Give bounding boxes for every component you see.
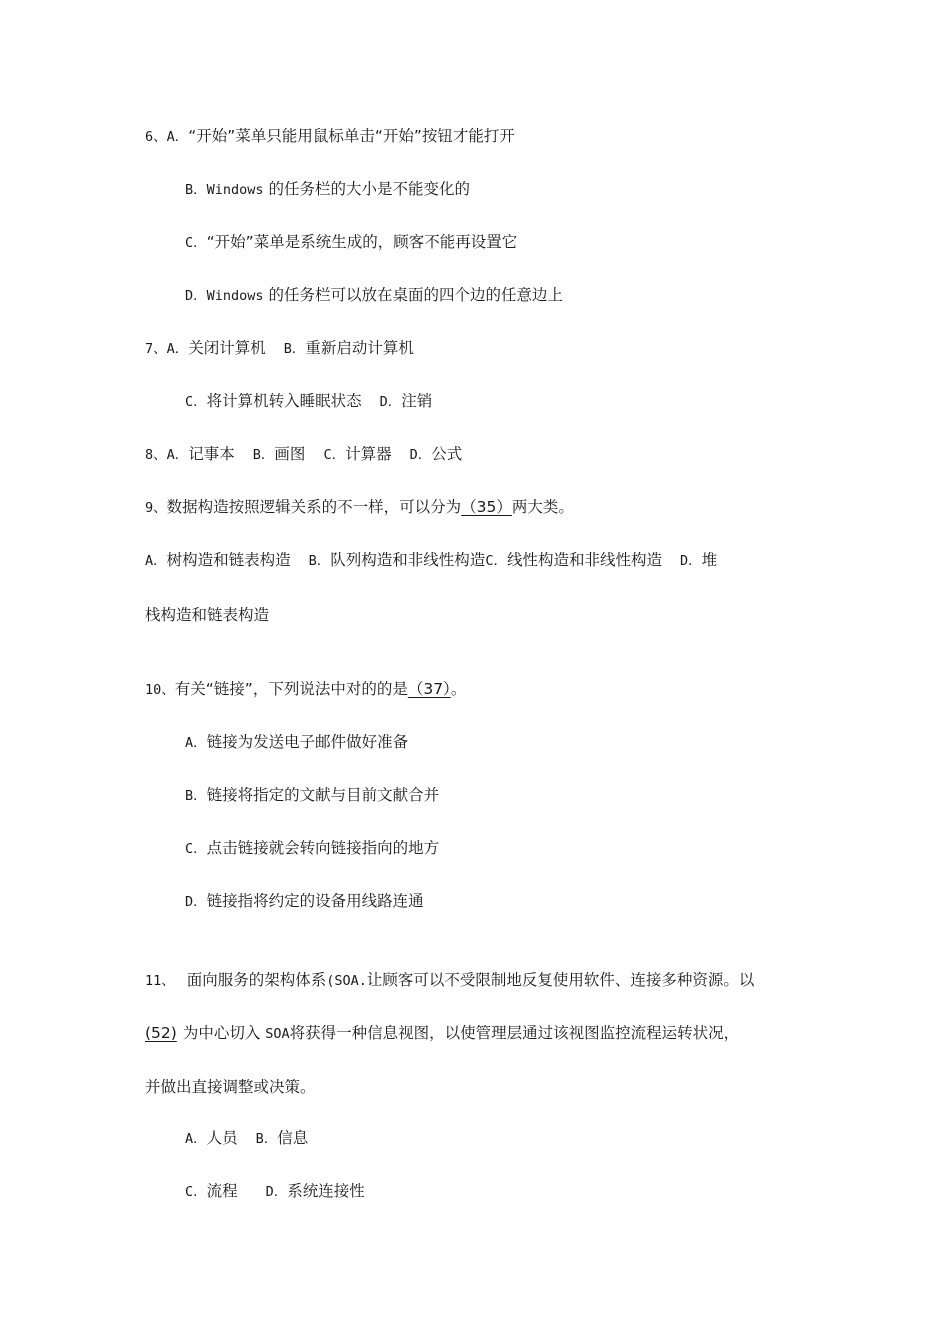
q9-option-b: 队列构造和非线性构造 [330,551,486,569]
q10-option-c: 点击链接就会转向链接指向的地方 [206,839,440,857]
q9-letter-b: B． [308,553,331,569]
q9-option-d: 堆 [701,551,718,569]
q10-number: 10、 [145,682,175,698]
q8-letter-b: B． [252,447,275,463]
q7-number: 7、A． [145,341,189,357]
q9-letter-c: C． [485,553,507,569]
q10-stem-end: 。 [450,680,467,698]
q9-blank: （35） [461,498,512,516]
q6-letter-d: D． [185,288,207,304]
q11-stem-part2b: 将获得一种信息视图，以使管理层通过该视图监控流程运转状况， [289,1024,740,1042]
q11-soa-1: (SOA. [326,973,367,989]
q9-letter-d: D． [679,553,702,569]
q11-stem-line1 [145,970,754,991]
q8-letter-c: C． [323,447,346,463]
q11-stem-part3: 并做出直接调整或决策。 [145,1078,316,1096]
q10-letter-b: B． [185,788,207,804]
q7-line-cd [185,391,432,412]
q10-letter-c: C． [185,841,207,857]
q6-b-windows: Windows [206,182,264,198]
q11-line-ab [185,1128,308,1149]
q7-option-b: 重新启动计算机 [305,339,414,357]
q11-soa-2: SOA [265,1026,290,1042]
q10-option-d: 链接指将约定的设备用线路连通 [206,892,424,910]
q10-stem-text: 有关“链接”，下列说法中对的的是 [174,680,408,698]
q8-option-a: 记事本 [188,445,235,463]
q11-number: 11、 [145,973,175,989]
q11-stem-part1b: 让顾客可以不受限制地反复使用软件、连接多种资源。以 [366,971,755,989]
q6-option-a: “开始”菜单只能用鼠标单击“开始”按钮才能打开 [188,127,515,145]
q11-stem-part2: 为中心切入 [182,1024,261,1042]
q10-blank: （37） [407,680,451,698]
q11-letter-b: B． [255,1131,278,1147]
q11-line-cd [185,1181,365,1202]
q10-option-a: 链接为发送电子邮件做好准备 [206,733,409,751]
q7-option-d: 注销 [401,392,433,410]
q9-letter-a: A． [145,553,167,569]
q6-option-b: 的任务栏的大小是不能变化的 [268,180,470,198]
q10-letter-a: A． [185,735,207,751]
q9-option-a: 树构造和链表构造 [166,551,291,569]
q9-option-c: 线性构造和非线性构造 [506,551,662,569]
q9-stem [145,497,574,518]
q11-blank: (52) [145,1024,177,1042]
q6-letter-b: B． [185,182,207,198]
q7-option-c: 将计算机转入睡眠状态 [206,392,362,410]
q6-line-c [185,232,517,253]
q8-option-b: 画图 [274,445,306,463]
q11-letter-a: A． [185,1131,207,1147]
q6-line-b [185,179,470,200]
q7-letter-b: B． [283,341,306,357]
q9-number: 9、 [145,500,167,516]
q11-stem-part1: 面向服务的架构体系 [186,971,327,989]
q10-line-d [185,891,424,912]
q6-number: 6、A． [145,129,189,145]
q6-option-c: “开始”菜单是系统生成的，顾客不能再设置它 [206,233,518,251]
q6-line-a [145,126,515,147]
q11-option-b: 信息 [277,1129,309,1147]
q10-line-b [185,785,439,806]
q6-option-d: 的任务栏可以放在桌面的四个边的任意边上 [268,286,563,304]
q11-letter-c: C． [185,1184,207,1200]
q8-option-d: 公式 [431,445,463,463]
q11-stem-line3 [145,1077,316,1097]
q11-option-c: 流程 [206,1182,238,1200]
q7-letter-d: D． [379,394,402,410]
q8-letter-d: D． [409,447,432,463]
q8-option-c: 计算器 [345,445,392,463]
q10-line-a [185,732,408,753]
q10-line-c [185,838,439,859]
q9-option-d-cont: 栈构造和链表构造 [145,606,270,624]
q6-line-d [185,285,563,306]
q10-option-b: 链接将指定的文献与目前文献合并 [206,786,440,804]
q8-number: 8、A． [145,447,189,463]
q7-line-ab [145,338,414,359]
q10-letter-d: D． [185,894,207,910]
q7-option-a: 关闭计算机 [188,339,266,357]
q7-letter-c: C． [185,394,207,410]
q8-line [145,444,462,465]
q11-letter-d: D． [265,1184,288,1200]
q11-option-d: 系统连接性 [287,1182,365,1200]
q9-options [145,550,717,571]
q11-option-a: 人员 [206,1129,238,1147]
q9-stem-end: 两大类。 [511,498,574,516]
q11-stem-line2 [145,1023,739,1044]
q10-stem [145,679,466,700]
q6-d-windows: Windows [206,288,264,304]
q6-letter-c: C． [185,235,207,251]
q9-stem-text: 数据构造按照逻辑关系的不一样，可以分为 [166,498,462,516]
q9-options-cont [145,605,269,625]
